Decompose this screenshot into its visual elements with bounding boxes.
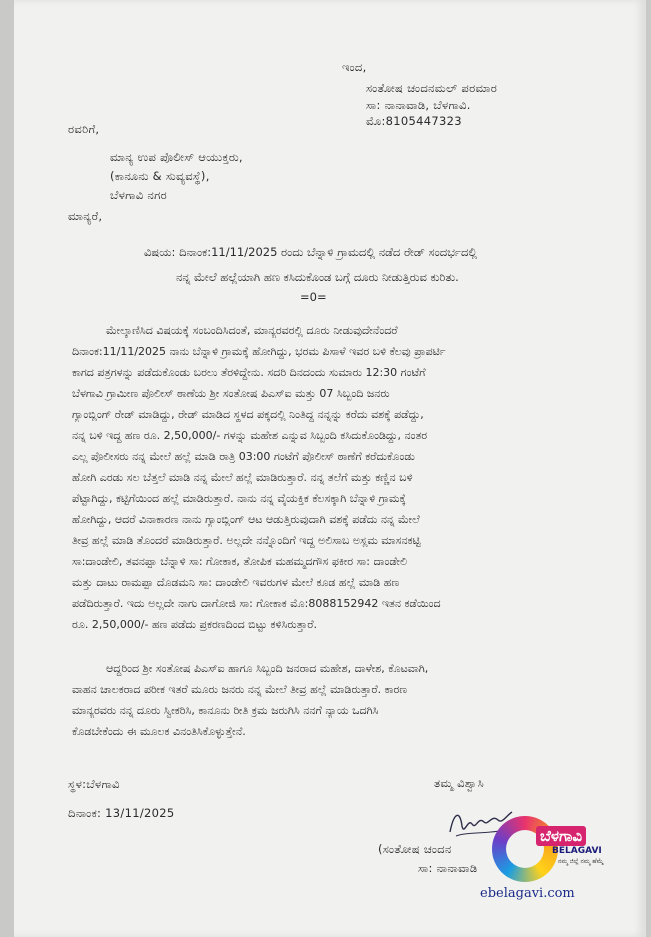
place-label: ಸ್ಥಳ:ಬೆಳಗಾವಿ [68,777,120,791]
recipient-line1: ಮಾನ್ಯ ಉಪ ಪೊಲೀಸ್ ಆಯುಕ್ತರು, [110,150,243,164]
body-para1-line: ಮತ್ತು ದಾಟು ರಾಮಪ್ಪಾ ದೊಡಮನಿ ಸಾ: ದಾಂಡೇಲಿ ಇವರುಗಳ ಮೇಲೆ ಕೂಡ ಹಲ್ಲೆ ಮಾಡಿ ಹಣ [72,576,400,589]
subject-line2: ನನ್ನ ಮೇಲೆ ಹಲ್ಲೆಯಾಗಿ ಹಣ ಕಸಿದುಕೊಂಡ ಬಗ್ಗೆ ದೂರು ನೀಡುತ್ತಿರುವ ಕುರಿತು. [176,270,459,284]
from-label: ಇಂದ, [342,60,367,74]
body-para1-line: ಹೋಗಿದ್ದು, ಆದರೆ ವಿನಾಕಾರಣ ನಾನು ಗ್ಯಾಂಬ್ಲಿಂಗ್ ಆಟ ಆಡುತ್ತಿರುವುದಾಗಿ ವಶಕ್ಕೆ ಪಡೆದು ನನ್ನ ಮೇಲೆ [72,513,420,526]
body-para1-line: ಸಾ:ದಾಂಡೇಲಿ, ತವನಪ್ಪಾ ಬೆನ್ನಾಳಿ ಸಾ: ಗೋಕಾಕ, ತೋಪಿಕ ಮಹಮ್ಮದಗೌಸ ಫಕೀರ ಸಾ: ದಾಂಡೇಲಿ [72,555,407,568]
body-para1-line: ದಿನಾಂಕ:11/11/2025 ನಾನು ಬೆನ್ನಾಳಿ ಗ್ರಾಮಕ್ಕೆ ಹೋಗಿದ್ದು, ಭರಮ ಪಿಸಾಳೆ ಇವರ ಬಳಿ ಕೆಲವು ಪ್ರಾಪರ್ಟಿ [72,345,446,358]
letter-page [14,0,646,937]
body-para1-line: ತೀವ್ರ ಹಲ್ಲೆ ಮಾಡಿ ತೊಂದರೆ ಮಾಡಿರುತ್ತಾರೆ. ಅಲ್ಲದೇ ನನ್ನೊಂದಿಗೆ ಇದ್ದ ಅಲಿಸಾಬ ಅಸ್ಲಮ ಮಾಸನಕಟ್ಟಿ [72,534,421,547]
body-para2-line: ಮಾನ್ಯರವರು ನನ್ನ ದೂರು ಸ್ವೀಕರಿಸಿ, ಕಾನೂನು ರೀತಿ ಕ್ರಮ ಜರುಗಿಸಿ ನನಗೆ ನ್ಯಾಯ ಒದಗಿಸಿ [72,704,379,717]
date-label: ದಿನಾಂಕ: 13/11/2025 [68,806,175,820]
signatory-name: (ಸಂತೋಷ ಚಂದನ [378,842,452,856]
to-label: ರವರಿಗೆ, [68,122,100,136]
signatory-address: ಸಾ: ನಾನಾವಾಡಿ [418,861,478,875]
body-para2-line: ಆದ್ದರಿಂದ ಶ್ರೀ ಸಂತೋಷ ಪಿಎಸ್ಐ ಹಾಗೂ ಸಿಬ್ಬಂದಿ ಜನರಾದ ಮಹೇಶ, ದಾಳೇಶ, ಕೊಟವಾಗಿ, [106,662,429,675]
recipient-line3: ಬೆಳಗಾವಿ ನಗರ [110,188,168,202]
website-watermark[interactable]: ebelagavi.com [480,886,575,901]
subject-line1: ವಿಷಯ: ದಿನಾಂಕ:11/11/2025 ರಂದು ಬೆನ್ನಾಳಿ ಗ್ರಾಮದಲ್ಲಿ ನಡೆದ ರೇಡ್ ಸಂದರ್ಭದಲ್ಲಿ [144,245,478,259]
body-para1-line: ಬೆಳಗಾವಿ ಗ್ರಾಮೀಣ ಪೊಲೀಸ್ ಠಾಣೆಯ ಶ್ರೀ ಸಂತೋಷ ಪಿಎಸ್ಐ ಮತ್ತು 07 ಸಿಬ್ಬಂದಿ ಜನರು [72,387,390,400]
logo-kannada-text: ಬೆಳಗಾವಿ [536,826,586,846]
subject-separator: =0= [300,290,327,304]
ebelagavi-logo [492,816,612,886]
body-para2-line: ಕೊಡಬೇಕೆಂದು ಈ ಮೂಲಕ ವಿನಂತಿಸಿಕೊಳ್ಳುತ್ತೇನೆ. [72,725,246,738]
salutation: ಮಾನ್ಯರೆ, [68,209,103,223]
sender-address: ಸಾ: ನಾನಾವಾಡಿ, ಬೆಳಗಾವಿ. [366,98,471,112]
body-para1-line: ಗ್ಯಾಂಬ್ಲಿಂಗ್ ರೇಡ್ ಮಾಡಿದ್ದು, ರೇಡ್ ಮಾಡಿದ ಸ್ಥಳದ ಪಕ್ಕದಲ್ಲಿ ನಿಂತಿದ್ದ ನನ್ನನ್ನು ಕರೆದು ವಶಕ್ಕೆ ಪಡೆದ್ದು, [72,408,424,421]
sender-phone: ಮೊ:8105447323 [366,114,462,128]
body-para1-line: ರೂ. 2,50,000/- ಹಣ ಪಡೆದು ಪ್ರಕರಣದಿಂದ ಬಿಟ್ಟು ಕಳಿಸಿರುತ್ತಾರೆ. [72,618,318,631]
body-para1-line: ಪಡೆದಿರುತ್ತಾರೆ. ಇದು ಅಲ್ಲದೇ ನಾಗು ದಾಗೋಜಿ ಸಾ: ಗೋಕಾಕ ಮೊ:8088152942 ಇತನ ಕಡೆಯಿಂದ [72,597,441,610]
body-para1-line: ಹೋಗಿ ಎರಡು ಸಲ ಬೆತ್ತಲೆ ಮಾಡಿ ನನ್ನ ಮೇಲೆ ಹಲ್ಲೆ ಮಾಡಿರುತ್ತಾರೆ. ನನ್ನ ತಲೆಗೆ ಮತ್ತು ಕಣ್ಣಿನ ಬಳಿ [72,471,413,484]
logo-tagline: ನಮ್ಮ ಜಿಲ್ಲೆ ನಮ್ಮ ಹೆಮ್ಮೆ [558,858,604,865]
body-para1-line: ಕಾಗದ ಪತ್ರಗಳನ್ನು ಪಡೆದುಕೊಂಡು ಬರಲು ತೆರಳಿದ್ದೇನು. ಸದರಿ ದಿನದಂದು ಸುಮಾರು 12:30 ಗಂಟೆಗೆ [72,366,426,379]
logo-english-text: BELAGAVI [552,846,602,856]
body-para1-line: ಮೇಲ್ಕಾಣಿಸಿದ ವಿಷಯಕ್ಕೆ ಸಂಬಂದಿಸಿದಂತೆ, ಮಾನ್ಯರವರಲ್ಲಿ ದೂರು ನೀಡುವುದೇನೆಂದರೆ [106,324,398,337]
closing-label: ತಮ್ಮ ವಿಶ್ವಾಸಿ [434,776,484,790]
sender-name: ಸಂತೋಷ ಚಂದನಮಲ್ ಪರಮಾರ [366,81,498,95]
recipient-line2: (ಕಾನೂನು & ಸುವ್ಯವಸ್ಥೆ), [110,169,210,183]
body-para1-line: ನನ್ನ ಬಳಿ ಇದ್ದ ಹಣ ರೂ. 2,50,000/- ಗಳನ್ನು ಮಹೇಶ ಎನ್ನುವ ಸಿಬ್ಬಂದಿ ಕಸಿದುಕೊಂಡಿದ್ದು, ನಂತರ [72,429,428,442]
body-para1-line: ಪೆಟ್ಟಾಗಿದ್ದು, ಕಟ್ಟಿಗೆಯಿಂದ ಹಲ್ಲೆ ಮಾಡಿರುತ್ತಾರೆ. ನಾನು ನನ್ನ ವೈಯಕ್ತಿಕ ಕೆಲಸಕ್ಕಾಗಿ ಬೆನ್ನಾಳಿ ಗ್ರಾಮಕ್ಕೆ [72,492,406,505]
body-para2-line: ವಾಹನ ಚಾಲಕರಾದ ಪರೀಕ ಇತರೆ ಮೂರು ಜನರು ನನ್ನ ಮೇಲೆ ತೀವ್ರ ಹಲ್ಲೆ ಮಾಡಿರುತ್ತಾರೆ. ಕಾರಣ [72,683,408,696]
body-para1-line: ಎಲ್ಲ ಪೊಲೀಸರು ನನ್ನ ಮೇಲೆ ಹಲ್ಲೆ ಮಾಡಿ ರಾತ್ರಿ 03:00 ಗಂಟೆಗೆ ಪೊಲೀಸ್ ಠಾಣೆಗೆ ಕರೆದುಕೊಂಡು [72,450,415,463]
